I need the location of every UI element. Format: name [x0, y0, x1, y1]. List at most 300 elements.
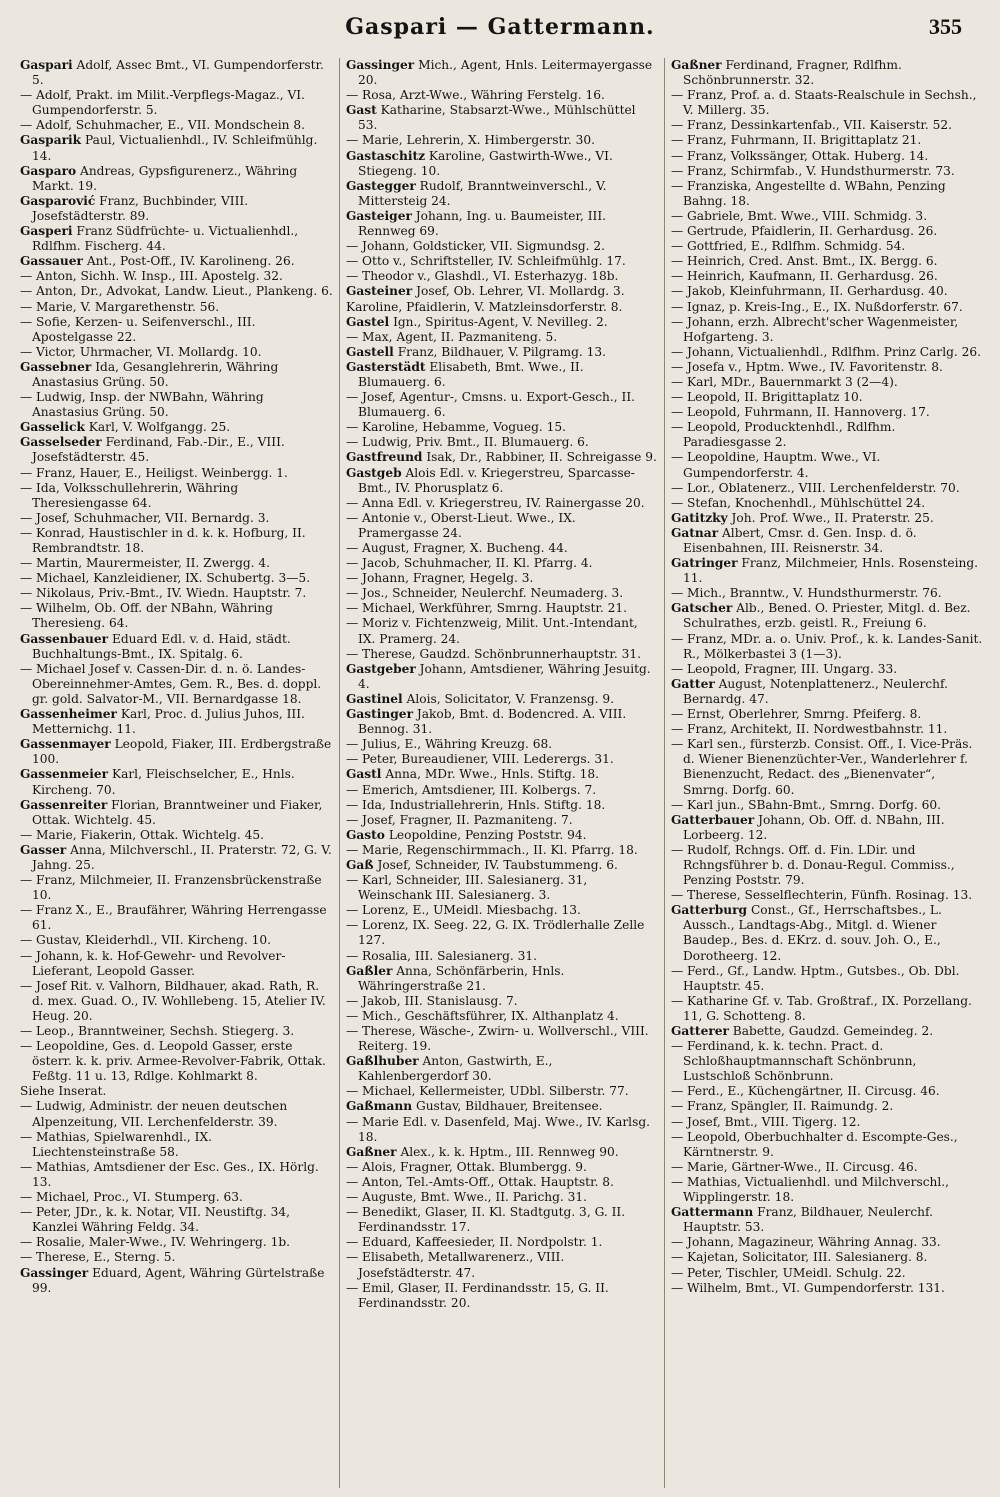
entry-details: — Therese, E., Sterng. 5. [20, 1250, 176, 1265]
entry-details: — Karl, Schneider, III. Salesianerg. 31, Weinschank III. Salesianerg. 3. [346, 873, 588, 903]
entry-details: Elisabeth, Bmt. Wwe., II. Blumauerg. 6. [358, 359, 584, 389]
directory-entry [346, 1145, 658, 1160]
entry-details: — Marie, Regenschirmmach., II. Kl. Pfarrg. 18. [346, 842, 638, 857]
directory-entry [20, 632, 333, 662]
entry-details: — Lor., Oblatenerz., VIII. Lerchenfelderstr. 70. [671, 480, 960, 495]
entry-details: Johann, Ing. u. Baumeister, III. Rennweg 69. [358, 208, 607, 239]
directory-entry [20, 390, 333, 420]
directory-entry [20, 707, 333, 737]
directory-entry [346, 556, 658, 571]
entry-details: — Rudolf, Rchngs. Off. d. Fin. LDir. und Rchngsführer b. d. Donau-Regul. Commiss., Penzing Poststr. 79. [671, 842, 955, 888]
entry-details: — Leopold, Fuhrmann, II. Hannoverg. 17. [671, 405, 930, 420]
entry-details: — Ida, Industriallehrerin, Hnls. Stiftg. 18. [346, 797, 606, 812]
directory-entry [346, 1024, 658, 1054]
entry-details: — Karl jun., SBahn-Bmt., Smrng. Dorfg. 60. [671, 797, 942, 812]
entry-details: — Michael, Proc., VI. Stumperg. 63. [20, 1190, 243, 1205]
directory-entry [346, 58, 658, 88]
directory-entry [20, 254, 333, 269]
directory-entry [671, 511, 983, 526]
directory-entry [346, 209, 658, 239]
entry-details: Anna, Milchverschl., II. Praterstr. 72, G. V. Jahng. 25. [32, 842, 332, 872]
directory-entry [20, 903, 333, 933]
directory-entry [20, 526, 333, 556]
directory-entry [346, 133, 658, 148]
directory-entry [20, 481, 333, 511]
entry-details: — Karoline, Hebamme, Vogueg. 15. [346, 420, 566, 435]
entry-surname: Gastell [346, 344, 394, 359]
entry-surname: Gasparo [20, 163, 77, 178]
entry-details: — Jakob, Kleinfuhrmann, II. Gerhardusg. 40. [671, 284, 948, 299]
directory-entry [346, 1009, 658, 1024]
entry-details: — Franz X., E., Braufährer, Währing Herrengasse 61. [20, 903, 327, 933]
directory-entry [671, 375, 983, 390]
directory-entry [671, 420, 983, 450]
entry-details: — Josef, Agentur-, Cmsns. u. Export-Gesch., II. Blumauerg. 6. [346, 390, 636, 420]
entry-details: — Franz, Hauer, E., Heiligst. Weinbergg. 1. [20, 465, 288, 480]
entry-details: — Franz, Prof. a. d. Staats-Realschule in Sechsh., V. Millerg. 35. [671, 88, 977, 118]
entry-details: — Therese, Sesselflechterin, Fünfh. Rosinag. 13. [671, 888, 973, 903]
directory-entry [346, 179, 658, 209]
entry-surname: Gasparović [20, 193, 96, 208]
entry-details: — Moriz v. Fichtenzweig, Milit. Unt.-Intendant, IX. Pramerg. 24. [346, 616, 638, 646]
entry-details: — Peter, Tischler, UMeidl. Schulg. 22. [671, 1265, 906, 1280]
directory-entry [20, 269, 333, 284]
entry-details: — Leopold, Fragner, III. Ungarg. 33. [671, 661, 898, 676]
entry-surname: Gaßlhuber [346, 1054, 419, 1069]
entry-details: Alois, Solicitator, V. Franzensg. 9. [406, 691, 615, 706]
column-1 [14, 58, 339, 1488]
directory-entry [346, 767, 658, 782]
directory-entry [346, 903, 658, 918]
directory-entry [346, 315, 658, 330]
directory-entry [20, 194, 333, 224]
entry-details: — Josef Rit. v. Valhorn, Bildhauer, akad. Rath, R. d. mex. Guad. O., IV. Wohllebeng. 15, Atelier IV. Heug. 20. [20, 978, 326, 1023]
directory-entry [346, 103, 658, 133]
entry-surname: Gastinel [346, 691, 403, 706]
directory-entry [346, 964, 658, 994]
directory-entry [671, 964, 983, 994]
entry-details: — Franz, Spängler, II. Raimundg. 2. [671, 1099, 894, 1114]
entry-details: — Leopoldine, Ges. d. Leopold Gasser, erste österr. k. k. priv. Armee-Revolver-Fabrik, Ottak. Feßtg. 11 u. 13, Rdlge. Kohlmarkt 8. [20, 1039, 326, 1084]
entry-details: — Mich., Branntw., V. Hundsthurmerstr. 76. [671, 586, 942, 601]
directory-entry [20, 556, 333, 571]
directory-entry [671, 586, 983, 601]
directory-entry [346, 1084, 658, 1099]
entry-details: Ferdinand, Fragner, Rdlfhm. Schönbrunnerstr. 32. [683, 58, 902, 88]
directory-entry [20, 586, 333, 601]
entry-details: — Leopoldine, Hauptm. Wwe., VI. Gumpendorferstr. 4. [671, 450, 881, 480]
directory-entry [20, 133, 333, 163]
directory-entry [20, 949, 333, 979]
entry-details: — Johann, k. k. Hof-Gewehr- und Revolver-Lieferant, Leopold Gasser. [20, 948, 286, 978]
entry-surname: Gastel [346, 314, 390, 329]
entry-details: — Ida, Volksschullehrerin, Währing Theresiengasse 64. [20, 480, 239, 510]
entry-surname: Gatitzky [671, 510, 728, 525]
directory-entry [346, 918, 658, 948]
directory-entry [346, 1250, 658, 1280]
directory-entry [20, 1130, 333, 1160]
entry-details: — Karl sen., fürsterzb. Consist. Off., I. Vice-Präs. d. Wiener Bienenzüchter-Ver., Wanderlehrer f. Bienenzucht, Redact. des „Bienenvater“, Smrng. Dorfg. 60. [671, 737, 973, 797]
entry-surname: Gattermann [671, 1205, 754, 1220]
directory-entry [346, 707, 658, 737]
entry-details: — Josef, Schuhmacher, VII. Bernardg. 3. [20, 510, 270, 525]
directory-entry [671, 1160, 983, 1175]
entry-surname: Gatscher [671, 601, 733, 616]
directory-entry [346, 783, 658, 798]
directory-entry [20, 88, 333, 118]
entry-details: Ida, Gesanglehrerin, Währing Anastasius Grüng. 50. [32, 359, 279, 389]
entry-details: — Peter, JDr., k. k. Notar, VII. Neustiftg. 34, Kanzlei Währing Feldg. 34. [20, 1205, 290, 1235]
directory-entry [20, 511, 333, 526]
directory-entry [346, 798, 658, 813]
directory-entry [346, 284, 658, 299]
entry-details: — Elisabeth, Metallwarenerz., VIII. Josefstädterstr. 47. [346, 1250, 565, 1280]
entry-details: — Josef, Bmt., VIII. Tigerg. 12. [671, 1114, 861, 1129]
entry-details: — Franz, Milchmeier, II. Franzensbrückenstraße 10. [20, 873, 322, 903]
directory-entry [346, 149, 658, 179]
entry-details: — Josef, Fragner, II. Pazmaniteng. 7. [346, 812, 573, 827]
entry-details: — Heinrich, Cred. Anst. Bmt., IX. Bergg. 6. [671, 254, 938, 269]
entry-surname: Gassauer [20, 254, 83, 269]
directory-entry [20, 828, 333, 843]
entry-details: Ign., Spiritus-Agent, V. Nevilleg. 2. [393, 314, 608, 329]
directory-entry [671, 58, 983, 88]
entry-details: — Max, Agent, II. Pazmaniteng. 5. [346, 329, 558, 344]
entry-details: — Marie, Fiakerin, Ottak. Wichtelg. 45. [20, 827, 265, 842]
entry-details: Franz, Bildhauer, Neulerchf. Hauptstr. 53. [683, 1205, 933, 1235]
directory-entry [671, 481, 983, 496]
directory-entry [20, 767, 333, 797]
directory-entry [671, 164, 983, 179]
entry-details: Babette, Gaudzd. Gemeindeg. 2. [732, 1024, 934, 1038]
entry-surname: Gastaschitz [346, 148, 426, 163]
entry-surname: Gastinger [346, 707, 413, 722]
directory-entry [671, 224, 983, 239]
entry-details: — Josefa v., Hptm. Wwe., IV. Favoritenstr. 8. [671, 359, 943, 374]
entry-details: — Mathias, Amtsdiener der Esc. Ges., IX. Hörlg. 13. [20, 1159, 319, 1189]
directory-entry [671, 994, 983, 1024]
entry-details: — Wilhelm, Bmt., VI. Gumpendorferstr. 131. [671, 1280, 945, 1295]
directory-entry [20, 571, 333, 586]
directory-entry [671, 1130, 983, 1160]
entry-details: — Franz, Schirmfab., V. Hundsthurmerstr. 73. [671, 163, 955, 178]
entry-details: — Katharine Gf. v. Tab. Großtraf., IX. Porzellang. 11, G. Schotteng. 8. [671, 993, 972, 1023]
directory-entry [346, 994, 658, 1009]
directory-entry [346, 1175, 658, 1190]
directory-entry [20, 873, 333, 903]
entry-details: — Julius, E., Währing Kreuzg. 68. [346, 737, 553, 752]
directory-entry [671, 1039, 983, 1084]
directory-entry [671, 284, 983, 299]
entry-surname: Gast [346, 103, 377, 118]
directory-entry [20, 1190, 333, 1205]
entry-details: — Marie, V. Margarethenstr. 56. [20, 299, 220, 314]
entry-surname: Gaß [346, 857, 374, 872]
directory-entry [346, 420, 658, 435]
entry-details: — Alois, Fragner, Ottak. Blumbergg. 9. [346, 1159, 587, 1174]
directory-entry [346, 239, 658, 254]
directory-entry [20, 466, 333, 481]
entry-details: — Therese, Wäsche-, Zwirn- u. Wollverschl., VIII. Reiterg. 19. [346, 1024, 649, 1054]
directory-entry [671, 1024, 983, 1039]
entry-details: — Leop., Branntweiner, Sechsh. Stiegerg. 3. [20, 1024, 295, 1038]
directory-entry [671, 722, 983, 737]
entry-details: Leopold, Fiaker, III. Erdbergstraße 100. [32, 737, 332, 767]
entry-details: — Ludwig, Administr. der neuen deutschen Alpenzeitung, VII. Lerchenfelderstr. 39. [20, 1099, 288, 1129]
directory-entry [671, 1084, 983, 1099]
entry-details: — Lorenz, IX. Seeg. 22, G. IX. Trödlerhalle Zelle 127. [346, 918, 645, 948]
directory-entry [671, 269, 983, 284]
entry-details: Karoline, Gastwirth-Wwe., VI. Stiegeng. 10. [358, 148, 613, 178]
entry-surname: Gatringer [671, 556, 738, 571]
directory-entry [346, 269, 658, 284]
directory-entry [346, 450, 658, 465]
entry-details: — Martin, Maurermeister, II. Zwergg. 4. [20, 556, 271, 571]
page-number: 355 [929, 14, 962, 39]
entry-details: — Gabriele, Bmt. Wwe., VIII. Schmidg. 3. [671, 208, 928, 223]
entry-details: — Michael, Kellermeister, UDbl. Silberstr. 77. [346, 1084, 629, 1099]
directory-entry [671, 526, 983, 556]
directory-entry [671, 843, 983, 888]
entry-details: — Eduard, Kaffeesieder, II. Nordpolstr. 1. [346, 1235, 603, 1250]
directory-entry [20, 843, 333, 873]
entry-details: — Ferdinand, k. k. techn. Pract. d. Schloßhauptmannschaft Schönbrunn, Lustschloß Schönbrunn. [671, 1039, 917, 1084]
directory-entry [671, 390, 983, 405]
entry-details: Jakob, Bmt. d. Bodencred. A. VIII. Bennog. 31. [358, 707, 627, 737]
entry-details: Const., Gf., Herrschaftsbes., L. Aussch., Landtags-Abg., Mitgl. d. Wiener Baudep., Bes. d. EKrz. d. souv. Joh. O., E., Dorotheerg. 12. [683, 903, 942, 963]
directory-columns [14, 58, 989, 1488]
page-title: Gaspari — Gattermann. [345, 14, 655, 40]
entry-details: — Franz, Dessinkartenfab., VII. Kaiserstr. 52. [671, 118, 953, 133]
directory-entry [20, 1235, 333, 1250]
entry-surname: Gasselick [20, 420, 85, 435]
directory-entry [671, 450, 983, 480]
entry-surname: Gastl [346, 767, 382, 782]
directory-entry [346, 949, 658, 964]
entry-details: — Johann, Fragner, Hegelg. 3. [346, 571, 534, 586]
entry-surname: Gassenreiter [20, 797, 108, 812]
directory-entry [346, 541, 658, 556]
directory-entry [20, 1250, 333, 1265]
directory-entry [20, 118, 333, 133]
entry-details: — Johann, Goldsticker, VII. Sigmundsg. 2. [346, 239, 606, 254]
entry-details: — Victor, Uhrmacher, VI. Mollardg. 10. [20, 344, 262, 359]
entry-details: — Heinrich, Kaufmann, II. Gerhardusg. 26. [671, 269, 938, 284]
entry-details: Gustav, Bildhauer, Breitensee. [415, 1099, 603, 1114]
entry-details: — Kajetan, Solicitator, III. Salesianerg. 8. [671, 1250, 928, 1265]
entry-details: — Leopold, II. Brigittaplatz 10. [671, 390, 863, 405]
directory-entry [20, 979, 333, 1024]
directory-entry [346, 737, 658, 752]
directory-entry [20, 224, 333, 254]
directory-entry [671, 677, 983, 707]
directory-entry [671, 360, 983, 375]
entry-details: Anna, MDr. Wwe., Hnls. Stiftg. 18. [385, 767, 599, 782]
directory-entry [671, 300, 983, 315]
entry-details: — Anna Edl. v. Kriegerstreu, IV. Rainergasse 20. [346, 495, 645, 510]
directory-entry [671, 405, 983, 420]
directory-entry [671, 209, 983, 224]
entry-details: — Ludwig, Priv. Bmt., II. Blumauerg. 6. [346, 435, 589, 450]
directory-entry [20, 345, 333, 360]
entry-surname: Gastfreund [346, 450, 423, 465]
directory-entry [346, 843, 658, 858]
entry-details: — Johann, Victualienhdl., Rdlfhm. Prinz Carlg. 26. [671, 344, 982, 359]
directory-entry [20, 662, 333, 707]
entry-surname: Gastgeber [346, 661, 416, 676]
entry-details: — Adolf, Schuhmacher, E., VII. Mondschein 8. [20, 118, 305, 133]
entry-details: — Auguste, Bmt. Wwe., II. Parichg. 31. [346, 1190, 588, 1205]
directory-entry [671, 179, 983, 209]
directory-entry [346, 1160, 658, 1175]
entry-surname: Gassenmayer [20, 737, 111, 752]
entry-details: — Franz, Architekt, II. Nordwestbahnstr. 11. [671, 722, 948, 737]
directory-entry [346, 1281, 658, 1311]
directory-entry [346, 390, 658, 420]
entry-details: — Rosalia, III. Salesianerg. 31. [346, 948, 538, 963]
directory-entry [20, 300, 333, 315]
entry-details: — Leopold, Oberbuchhalter d. Escompte-Ges., Kärntnerstr. 9. [671, 1129, 958, 1159]
directory-entry [671, 632, 983, 662]
directory-entry [20, 1205, 333, 1235]
directory-entry [20, 1266, 333, 1296]
directory-entry [20, 315, 333, 345]
entry-details: Katharine, Stabsarzt-Wwe., Mühlschüttel 53. [358, 103, 636, 133]
directory-entry [346, 828, 658, 843]
directory-entry [346, 873, 658, 903]
entry-details: — Rosalie, Maler-Wwe., IV. Wehringerg. 1b. [20, 1235, 290, 1250]
entry-surname: Gastgeb [346, 465, 402, 480]
directory-entry [20, 1039, 333, 1084]
directory-entry [20, 435, 333, 465]
directory-entry [346, 330, 658, 345]
directory-entry [20, 1084, 333, 1099]
entry-details: — Mathias, Victualienhdl. und Milchverschl., Wipplingerstr. 18. [671, 1174, 950, 1205]
entry-details: Karoline, Pfaidlerin, V. Matzleinsdorferstr. 8. [346, 299, 623, 314]
directory-entry [671, 1175, 983, 1205]
entry-details: — Michael, Werkführer, Smrng. Hauptstr. 21. [346, 601, 628, 616]
directory-entry [346, 662, 658, 692]
entry-details: Rudolf, Branntweinverschl., V. Mittersteig 24. [358, 178, 607, 208]
entry-details: — Michael Josef v. Cassen-Dir. d. n. ö. Landes-Obereinnehmer-Amtes, Gem. R., Bes. d. doppl. gr. gold. Salvator-M., VII. Bernardgasse 18. [20, 661, 322, 706]
entry-details: — Theodor v., Glashdl., VI. Esterhazyg. 18b. [346, 269, 619, 284]
entry-details: Alb., Bened. O. Priester, Mitgl. d. Bez. Schulrathes, erzb. geistl. R., Freiung 6. [683, 601, 971, 631]
entry-details: — Adolf, Prakt. im Milit.-Verpflegs-Magaz., VI. Gumpendorferstr. 5. [20, 88, 305, 118]
directory-entry [671, 239, 983, 254]
directory-entry [20, 420, 333, 435]
directory-entry [671, 496, 983, 511]
entry-details: — Gertrude, Pfaidlerin, II. Gerhardusg. 26. [671, 224, 938, 239]
entry-details: Karl, Fleischselcher, E., Hnls. Kircheng. 70. [32, 767, 295, 797]
entry-details: — Ludwig, Insp. der NWBahn, Währing Anastasius Grüng. 50. [20, 390, 264, 420]
directory-entry [671, 118, 983, 133]
entry-surname: Gaßner [346, 1144, 397, 1159]
directory-entry [346, 586, 658, 601]
entry-details: — Emerich, Amtsdiener, III. Kolbergs. 7. [346, 782, 597, 797]
entry-details: — Stefan, Knochenhdl., Mühlschüttel 24. [671, 495, 926, 510]
directory-entry [346, 1190, 658, 1205]
entry-details: — Johann, Magazineur, Währing Annag. 33. [671, 1235, 941, 1250]
entry-details: Alex., k. k. Hptm., III. Rennweg 90. [400, 1144, 619, 1159]
entry-surname: Gassenmeier [20, 767, 109, 782]
entry-details: Johann, Ob. Off. d. NBahn, III. Lorbeerg. 12. [683, 812, 945, 842]
entry-surname: Gatnar [671, 525, 719, 540]
entry-surname: Gaßmann [346, 1099, 413, 1114]
entry-details: — Otto v., Schriftsteller, IV. Schleifmühlg. 17. [346, 254, 626, 269]
entry-surname: Gatterer [671, 1024, 729, 1038]
directory-entry [671, 601, 983, 631]
entry-details: Eduard, Agent, Währing Gürtelstraße 99. [32, 1265, 325, 1295]
entry-details: Johann, Amtsdiener, Währing Jesuitg. 4. [358, 661, 651, 691]
entry-details: — Anton, Dr., Advokat, Landw. Lieut., Plankeng. 6. [20, 284, 333, 299]
entry-details: Adolf, Assec Bmt., VI. Gumpendorferstr. 5. [32, 58, 324, 88]
entry-surname: Gasperi [20, 224, 73, 239]
entry-details: — Rosa, Arzt-Wwe., Währing Ferstelg. 16. [346, 88, 605, 103]
entry-details: Isak, Dr., Rabbiner, II. Schreigasse 9. [426, 450, 657, 465]
directory-entry [346, 496, 658, 511]
entry-details: — Emil, Glaser, II. Ferdinandsstr. 15, G. II. Ferdinandsstr. 20. [346, 1280, 609, 1310]
entry-details: — Lorenz, E., UMeidl. Miesbachg. 13. [346, 903, 581, 918]
entry-details: — Marie Edl. v. Dasenfeld, Maj. Wwe., IV. Karlsg. 18. [346, 1114, 650, 1144]
directory-entry [346, 1205, 658, 1235]
directory-entry [346, 1099, 658, 1114]
directory-entry [671, 133, 983, 148]
entry-details: — Jos., Schneider, Neulerchf. Neumaderg. 3. [346, 586, 624, 601]
directory-entry [671, 345, 983, 360]
entry-details: — Benedikt, Glaser, II. Kl. Stadtgutg. 3, G. II. Ferdinandsstr. 17. [346, 1205, 626, 1235]
directory-entry [346, 254, 658, 269]
entry-details: — Ignaz, p. Kreis-Ing., E., IX. Nußdorferstr. 67. [671, 299, 963, 314]
entry-surname: Gasser [20, 842, 67, 857]
entry-surname: Gasterstädt [346, 359, 426, 374]
directory-entry [671, 888, 983, 903]
directory-entry [671, 254, 983, 269]
directory-entry [346, 1054, 658, 1084]
directory-entry [346, 511, 658, 541]
directory-entry [671, 707, 983, 722]
entry-details: Anna, Schönfärberin, Hnls. Währingerstraße 21. [358, 963, 565, 993]
entry-details: Franz, Bildhauer, V. Pilgramg. 13. [397, 344, 607, 359]
directory-entry [671, 1115, 983, 1130]
entry-surname: Gaßner [671, 58, 722, 72]
entry-details: — Marie, Lehrerin, X. Himbergerstr. 30. [346, 133, 595, 148]
entry-details: Josef, Ob. Lehrer, VI. Mollardg. 3. [416, 284, 625, 299]
directory-entry [671, 737, 983, 797]
entry-details: — Mathias, Spielwarenhdl., IX. Liechtensteinstraße 58. [20, 1129, 213, 1159]
directory-entry [20, 284, 333, 299]
directory-entry [346, 858, 658, 873]
entry-surname: Gatter [671, 676, 715, 691]
entry-details: — Franziska, Angestellte d. WBahn, Penzing Bahng. 18. [671, 178, 946, 208]
directory-entry [20, 1160, 333, 1190]
entry-details: — Ferd., Gf., Landw. Hptm., Gutsbes., Ob. Dbl. Hauptstr. 45. [671, 963, 960, 993]
entry-details: — Wilhelm, Ob. Off. der NBahn, Währing Theresieng. 64. [20, 601, 273, 631]
directory-entry [671, 903, 983, 963]
entry-surname: Gatterburg [671, 903, 748, 918]
directory-entry [346, 616, 658, 646]
directory-entry [346, 88, 658, 103]
entry-details: — Mich., Geschäftsführer, IX. Althanplatz 4. [346, 1008, 619, 1023]
directory-entry [671, 1266, 983, 1281]
directory-entry [671, 1099, 983, 1114]
entry-surname: Gasto [346, 827, 385, 842]
directory-entry [346, 360, 658, 390]
entry-surname: Gastegger [346, 178, 416, 193]
entry-surname: Gassinger [346, 58, 415, 72]
directory-entry [346, 571, 658, 586]
entry-surname: Gaßler [346, 963, 393, 978]
directory-entry [20, 1099, 333, 1129]
